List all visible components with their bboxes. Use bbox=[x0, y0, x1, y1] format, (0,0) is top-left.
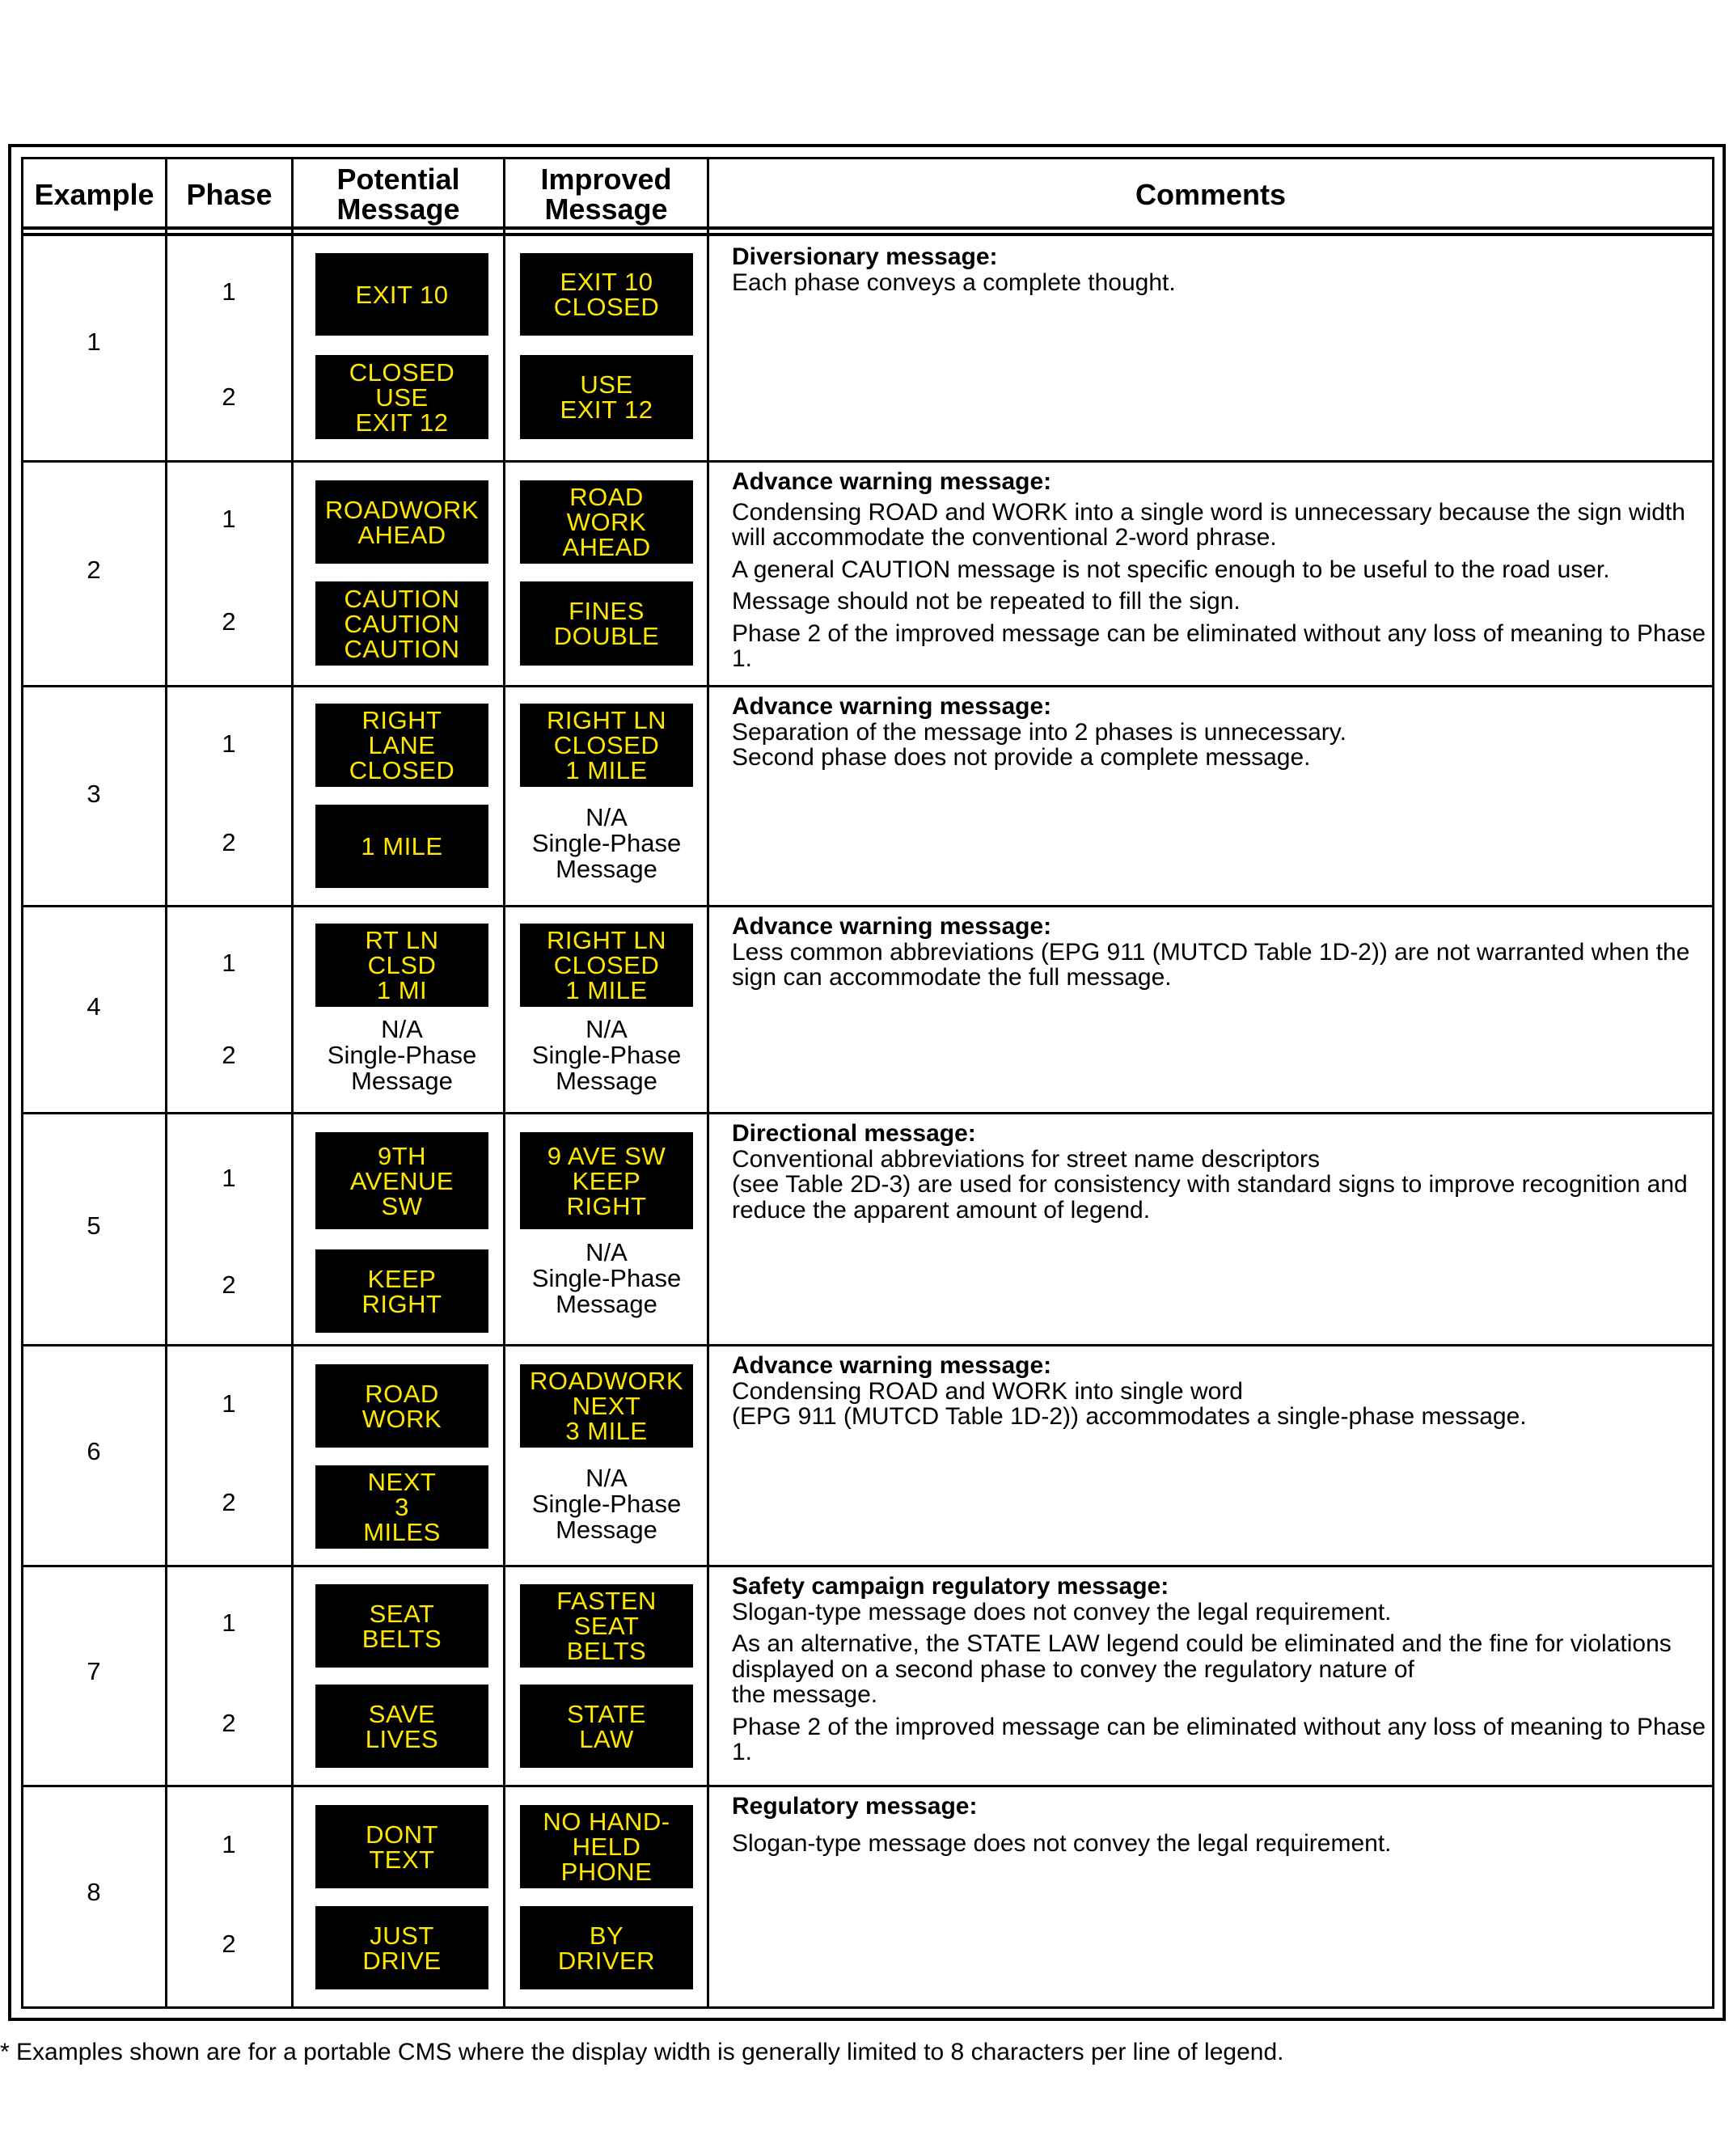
improved-na-phase-2: N/A Single-Phase Message bbox=[531, 1464, 682, 1544]
phase-number: 1 bbox=[222, 949, 236, 977]
improved-sign-phase-1: RIGHT LN CLOSED 1 MILE bbox=[520, 924, 693, 1007]
potential-sign-phase-1: RIGHT LANE CLOSED bbox=[315, 704, 488, 787]
table-row bbox=[23, 236, 1712, 460]
phase-number: 2 bbox=[222, 383, 236, 411]
comment-cell bbox=[732, 914, 1706, 997]
phase-number: 1 bbox=[222, 505, 236, 533]
comment-text: Condensing ROAD and WORK into a single word is unnecessary because the sign width will accommodate the conventional 2-word phrase. bbox=[732, 498, 1685, 551]
phase-number: 2 bbox=[222, 828, 236, 856]
comment-text: Less common abbreviations (EPG 911 (MUTCD Table 1D-2)) are not warranted when the sign can accommodate the full message. bbox=[732, 938, 1690, 991]
improved-sign-phase-1: ROADWORK NEXT 3 MILE bbox=[520, 1364, 693, 1448]
example-number: 1 bbox=[87, 328, 101, 356]
improved-sign-phase-1: ROAD WORK AHEAD bbox=[520, 480, 693, 564]
comment-text: Slogan-type message does not convey the legal requirement. bbox=[732, 1829, 1392, 1857]
header-example: Example bbox=[34, 177, 154, 211]
improved-sign-phase-1: RIGHT LN CLOSED 1 MILE bbox=[520, 704, 693, 787]
phase-number: 2 bbox=[222, 1709, 236, 1737]
table-row bbox=[23, 1787, 1712, 2006]
phase-number: 1 bbox=[222, 1830, 236, 1858]
potential-sign-phase-2: SAVE LIVES bbox=[315, 1685, 488, 1768]
potential-sign-phase-2: NEXT 3 MILES bbox=[315, 1465, 488, 1549]
comment-text: Each phase conveys a complete thought. bbox=[732, 268, 1176, 296]
comment-title: Regulatory message: bbox=[732, 1793, 978, 1820]
comment-text: Slogan-type message does not convey the legal requirement. bbox=[732, 1598, 1392, 1625]
potential-sign-phase-2: KEEP RIGHT bbox=[315, 1249, 488, 1333]
comment-cell bbox=[732, 1794, 1706, 1862]
table-row bbox=[23, 463, 1712, 685]
header-divider bbox=[23, 226, 1712, 230]
comment-title: Diversionary message: bbox=[732, 243, 998, 270]
comment-title: Advance warning message: bbox=[732, 1352, 1052, 1379]
example-number: 8 bbox=[87, 1878, 101, 1906]
comment-text: Phase 2 of the improved message can be eliminated without any loss of meaning to Phase 1. bbox=[732, 619, 1706, 672]
comment-cell bbox=[732, 469, 1706, 679]
footnote: * Examples shown are for a portable CMS where the display width is generally limited to 8 characters per line of legend. bbox=[0, 2039, 1284, 2065]
improved-sign-phase-1: FASTEN SEAT BELTS bbox=[520, 1584, 693, 1668]
improved-sign-phase-1: 9 AVE SW KEEP RIGHT bbox=[520, 1132, 693, 1229]
example-number: 4 bbox=[87, 992, 101, 1021]
potential-sign-phase-2: CAUTION CAUTION CAUTION bbox=[315, 581, 488, 666]
phase-number: 2 bbox=[222, 607, 236, 636]
potential-sign-phase-2: 1 MILE bbox=[315, 805, 488, 888]
header-comments: Comments bbox=[1135, 177, 1287, 211]
comment-cell bbox=[732, 1353, 1706, 1436]
example-number: 3 bbox=[87, 780, 101, 808]
potential-sign-phase-1: EXIT 10 bbox=[315, 253, 488, 336]
phase-number: 2 bbox=[222, 1930, 236, 1958]
comment-title: Advance warning message: bbox=[732, 913, 1052, 940]
comment-text: As an alternative, the STATE LAW legend could be eliminated and the fine for violations displayed on a second phase to convey the regulatory nature of the message. bbox=[732, 1630, 1672, 1708]
header-potential-message: Potential Message bbox=[336, 163, 460, 226]
improved-na-phase-2: N/A Single-Phase Message bbox=[531, 1015, 682, 1095]
comment-title: Advance warning message: bbox=[732, 468, 1052, 495]
improved-na-phase-2: N/A Single-Phase Message bbox=[531, 803, 682, 883]
improved-sign-phase-2: USE EXIT 12 bbox=[520, 355, 693, 439]
phase-number: 2 bbox=[222, 1041, 236, 1069]
phase-number: 1 bbox=[222, 729, 236, 758]
potential-sign-phase-1: ROADWORK AHEAD bbox=[315, 480, 488, 564]
improved-na-phase-2: N/A Single-Phase Message bbox=[531, 1238, 682, 1318]
comment-title: Advance warning message: bbox=[732, 693, 1052, 720]
comment-text: Condensing ROAD and WORK into single word (EPG 911 (MUTCD Table 1D-2)) accommodates a single-phase message. bbox=[732, 1377, 1527, 1430]
improved-sign-phase-1: EXIT 10 CLOSED bbox=[520, 253, 693, 336]
improved-sign-phase-1: NO HAND- HELD PHONE bbox=[520, 1805, 693, 1888]
table-row bbox=[23, 1346, 1712, 1565]
comment-title: Directional message: bbox=[732, 1120, 976, 1147]
improved-sign-phase-2: FINES DOUBLE bbox=[520, 581, 693, 666]
potential-sign-phase-1: SEAT BELTS bbox=[315, 1584, 488, 1668]
comment-cell bbox=[732, 694, 1706, 777]
phase-number: 1 bbox=[222, 277, 236, 306]
improved-sign-phase-2: STATE LAW bbox=[520, 1685, 693, 1768]
table-row bbox=[23, 687, 1712, 905]
phase-number: 2 bbox=[222, 1270, 236, 1299]
potential-sign-phase-1: DONT TEXT bbox=[315, 1805, 488, 1888]
table-row bbox=[23, 1114, 1712, 1344]
table-row bbox=[23, 1567, 1712, 1785]
comment-cell bbox=[732, 1574, 1706, 1772]
improved-sign-phase-2: BY DRIVER bbox=[520, 1906, 693, 1989]
potential-sign-phase-2: CLOSED USE EXIT 12 bbox=[315, 355, 488, 439]
phase-number: 1 bbox=[222, 1164, 236, 1192]
comment-title: Safety campaign regulatory message: bbox=[732, 1573, 1169, 1600]
comment-text: Separation of the message into 2 phases is unnecessary. Second phase does not provide a complete message. bbox=[732, 718, 1346, 771]
example-number: 6 bbox=[87, 1437, 101, 1465]
phase-number: 2 bbox=[222, 1488, 236, 1516]
example-number: 7 bbox=[87, 1657, 101, 1685]
example-number: 5 bbox=[87, 1211, 101, 1240]
comment-text: Conventional abbreviations for street name descriptors (see Table 2D-3) are used for consistency with standard signs to improve recognition and reduce the apparent amount of legend. bbox=[732, 1145, 1688, 1224]
comment-text: Message should not be repeated to fill the sign. bbox=[732, 588, 1241, 615]
example-number: 2 bbox=[87, 556, 101, 584]
comment-text: A general CAUTION message is not specific enough to be useful to the road user. bbox=[732, 556, 1610, 583]
potential-na-phase-2: N/A Single-Phase Message bbox=[327, 1015, 477, 1095]
table-row bbox=[23, 907, 1712, 1112]
potential-sign-phase-1: RT LN CLSD 1 MI bbox=[315, 924, 488, 1007]
header-phase: Phase bbox=[186, 177, 273, 211]
cms-examples-table bbox=[21, 157, 1714, 2009]
potential-sign-phase-2: JUST DRIVE bbox=[315, 1906, 488, 1989]
potential-sign-phase-1: 9TH AVENUE SW bbox=[315, 1132, 488, 1229]
phase-number: 1 bbox=[222, 1609, 236, 1637]
header-improved-message: Improved Message bbox=[540, 163, 672, 226]
potential-sign-phase-1: ROAD WORK bbox=[315, 1364, 488, 1448]
comment-cell bbox=[732, 1121, 1706, 1229]
phase-number: 1 bbox=[222, 1389, 236, 1418]
comment-text: Phase 2 of the improved message can be eliminated without any loss of meaning to Phase 1. bbox=[732, 1713, 1706, 1765]
comment-cell bbox=[732, 244, 1706, 302]
